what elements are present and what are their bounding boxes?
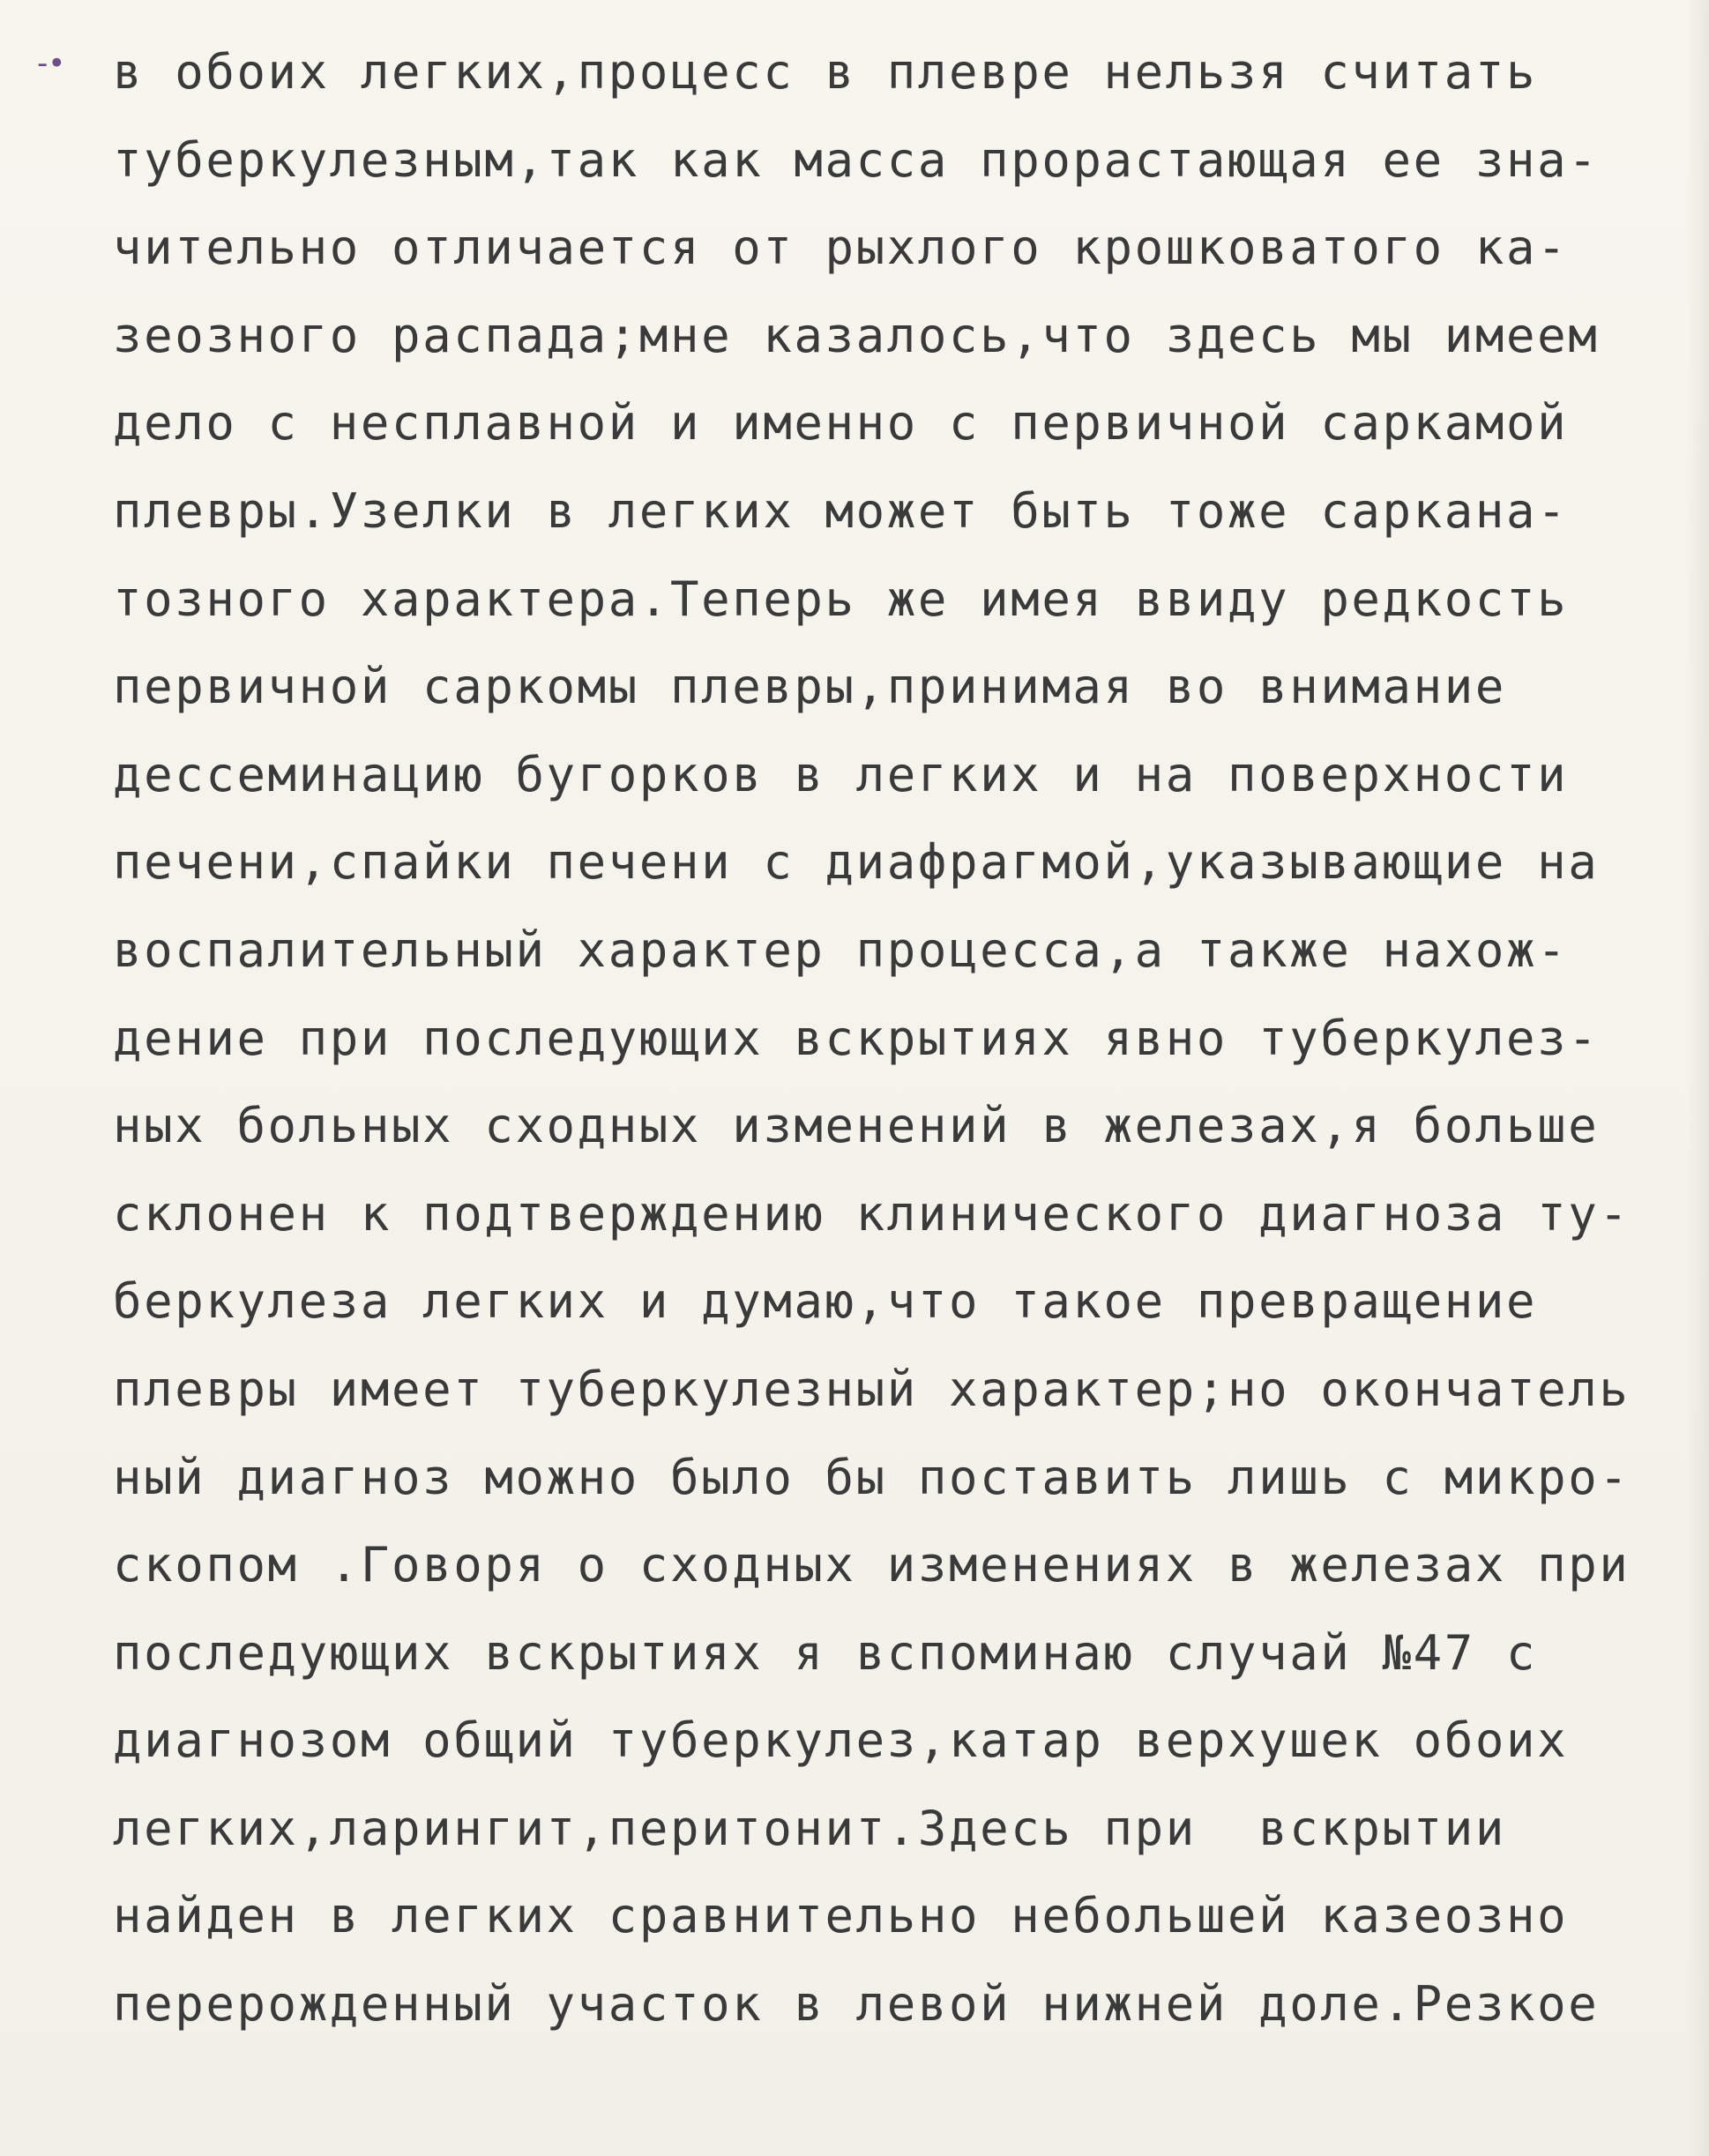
text-line: печени,спайки печени с диафрагмой,указывающие на <box>113 834 1600 891</box>
text-line: воспалительный характер процесса,а также нахож- <box>113 921 1569 978</box>
text-line: ный диагноз можно было бы поставить лишь с микро- <box>113 1449 1631 1505</box>
text-line: зеозного распада;мне казалось,что здесь мы имеем <box>113 307 1600 363</box>
text-line: туберкулезным,так как масса прорастающая ее зна- <box>113 131 1600 188</box>
text-line: дело с несплавной и именно с первичной саркамой <box>113 395 1569 451</box>
text-line: дение при последующих вскрытиях явно туберкулез- <box>113 1010 1600 1066</box>
text-line: тозного характера.Теперь же имея ввиду редкость <box>113 571 1569 627</box>
text-line: легких,ларингит,перитонит.Здесь при вскрытии <box>113 1800 1506 1856</box>
text-line: перерожденный участок в левой нижней доле.Резкое <box>113 1976 1600 2033</box>
text-line: склонен к подтверждению клинического диагноза ту- <box>113 1185 1631 1242</box>
text-line: найден в легких сравнительно небольшей казеозно <box>113 1888 1569 1944</box>
text-line: плевры.Узелки в легких может быть тоже саркана- <box>113 482 1569 539</box>
typed-text-block <box>113 28 1691 2048</box>
text-line: скопом .Говоря о сходных изменениях в железах при <box>113 1537 1631 1593</box>
text-line: чительно отличается от рыхлого крошковатого ка- <box>113 220 1569 276</box>
text-line: ных больных сходных изменений в железах,я больше <box>113 1098 1600 1154</box>
text-line: беркулеза легких и думаю,что такое превращение <box>113 1273 1538 1330</box>
margin-pen-mark: -• <box>37 46 66 81</box>
text-line: последующих вскрытиях я вспоминаю случай №47 с <box>113 1624 1538 1681</box>
text-line: плевры имеет туберкулезный характер;но окончатель <box>113 1361 1631 1417</box>
text-line: диагнозом общий туберкулез,катар верхушек обоих <box>113 1712 1569 1769</box>
text-line: дессеминацию бугорков в легких и на поверхности <box>113 746 1569 802</box>
text-line: первичной саркомы плевры,принимая во внимание <box>113 659 1506 715</box>
text-line: в обоих легких,процесс в плевре нельзя считать <box>113 44 1538 100</box>
